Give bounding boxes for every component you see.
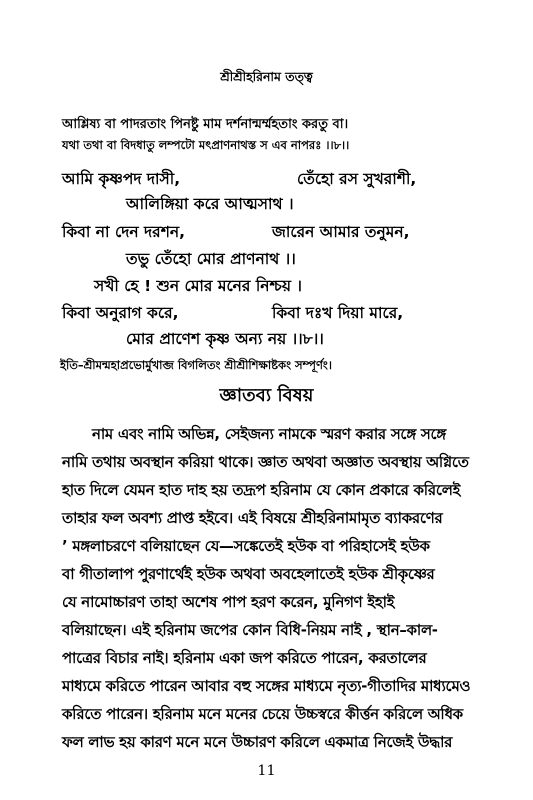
verse-line-3a: কিবা না দেন দরশন, — [62, 223, 185, 241]
verse-line-4: তভু তেঁহো মোর প্রাণনাথ ।। — [126, 250, 296, 268]
verse-line-5: সখী হে ! শুন মোর মনের নিশ্চয় । — [94, 277, 302, 295]
paragraph-line-11: করিতে পারেন। হরিনাম মনে মনের চেয়ে উচ্চস্বরে কীর্ত্তন করিলে অধিক — [62, 706, 463, 723]
verse-line-3b: জারেন আমার তনুমন, — [272, 223, 410, 241]
paragraph-line-7: যে নামোচ্চারণ তাহা অশেষ পাপ হরণ করেন, মুনিগণ ইহাই — [62, 594, 395, 611]
verse-line-2: আলিঙ্গিয়া করে আত্মসাথ । — [126, 195, 294, 213]
paragraph-line-4: তাহার ফল অবশ্য প্রাপ্ত হইবে। এই বিষয়ে শ্রীহরিনামামৃত ব্যাকরণের — [62, 510, 443, 527]
page-number: 11 — [257, 763, 276, 779]
paragraph-line-9: পাত্রের বিচার নাই। হরিনাম একা জপ করিতে পারেন, করতালের — [62, 650, 427, 667]
verse-line-7: মোর প্রাণেশ কৃষ্ণ অন্য নয় ।।৮।। — [126, 330, 324, 348]
verse-line-6a: কিবা অনুরাগ করে, — [62, 304, 179, 322]
paragraph-line-6: বা গীতালাপ পুরণার্থেই হউক অথবা অবহেলাতেই হউক শ্রীকৃষ্ণের — [62, 566, 435, 583]
sloka-line-1: আশ্লিষ্য বা পাদরতাং পিনষ্টু মাম দর্শনান্মর্ম্মহতাং করতু বা। — [62, 117, 349, 132]
closing-line: ইতি–শ্রীমন্মহাপ্রভোর্মুখাব্জ বিগলিতং শ্রীশ্রীশিক্ষাষ্টকং সম্পূর্ণং। — [60, 358, 332, 372]
paragraph-line-1: নাম এবং নামি অভিন্ন, সেইজন্য নামকে স্মরণ করার সঙ্গে সঙ্গে — [92, 426, 447, 443]
running-header: শ্রীশ্রীহরিনাম তত্ত্ব — [220, 69, 313, 84]
verse-line-1a: আমি কৃষ্ণপদ দাসী, — [62, 170, 181, 188]
section-title: জ্ঞাতব্য বিষয় — [219, 385, 314, 406]
verse-line-6b: কিবা দঃখ দিয়া মারে, — [272, 304, 404, 322]
paragraph-line-12: ফল লাভ হয় কারণ মনে মনে উচ্চারণ করিলে একমাত্র নিজেই উদ্ধার — [62, 734, 453, 751]
paragraph-line-8: বলিয়াছেন। এই হরিনাম জপের কোন বিধি-নিয়ম নাই , স্থান–কাল- — [62, 622, 438, 639]
paragraph-line-3: হাত দিলে যেমন হাত দাহ হয় তদ্রূপ হরিনাম যে কোন প্রকারে করিলেই — [62, 482, 461, 499]
sloka-line-2: যথা তথা বা বিদধাতু লম্পটো মৎপ্রাণনাথস্ত স এব নাপরঃ ।।৮।। — [62, 138, 350, 152]
paragraph-line-2: নামি তথায় অবস্থান করিয়া থাকে। জ্ঞাত অথবা অজ্ঞাত অবস্থায় অগ্নিতে — [62, 454, 469, 471]
paragraph-line-5: ’ মঙ্গলাচরণে বলিয়াছেন যে—সঙ্কেতেই হউক বা পরিহাসেই হউক — [62, 538, 430, 555]
paragraph-line-10: মাধ্যমে করিতে পারেন আবার বহু সঙ্গের মাধ্যমে নৃত্য-গীতাদির মাধ্যমেও — [62, 678, 471, 695]
verse-line-1b: তেঁহো রস সুখরাশী, — [297, 170, 417, 188]
